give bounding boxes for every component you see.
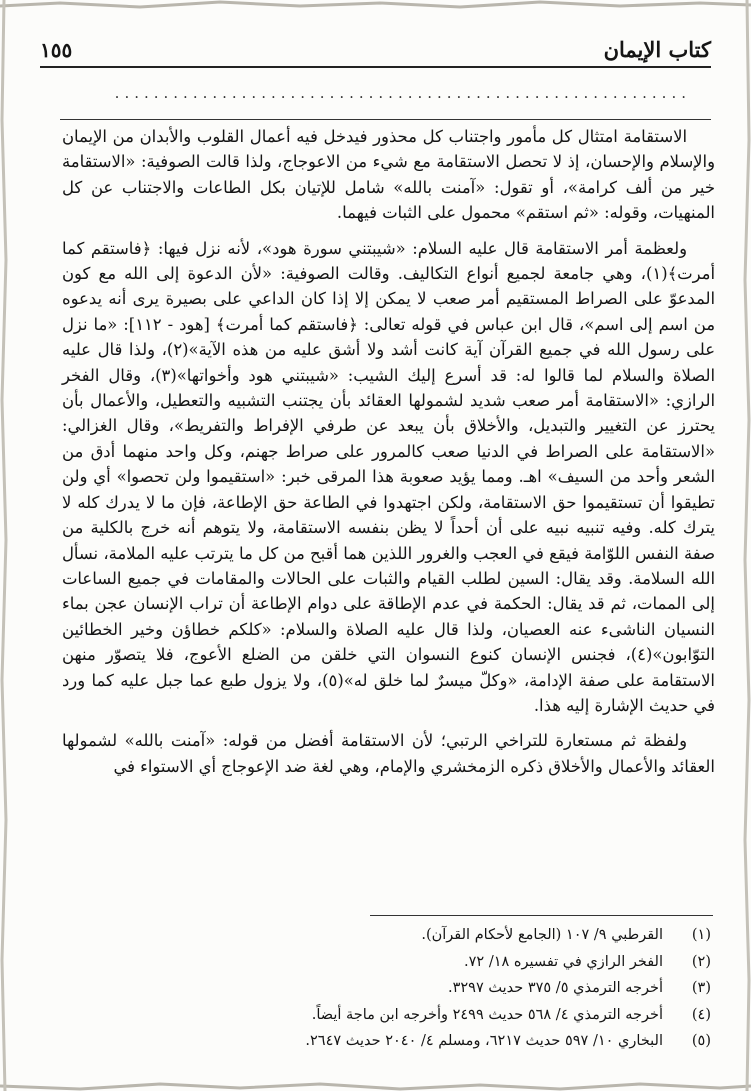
footnote-number: (٢): [691, 953, 711, 970]
footnote: [200, 1028, 711, 1055]
footnote-text: الفخر الرازي في تفسيره ١٨/ ٧٢.: [464, 953, 663, 970]
footnote: [200, 1002, 711, 1029]
paragraph: ولعظمة أمر الاستقامة قال عليه السلام: «شيبتني سورة هود»، لأنه نزل فيها: ﴿فاستقم كما أمرت﴾(١)، وهي جامعة لجميع أنواع التكاليف. وقالت الصوفية: «لأن الدعوة إلى الله مع كون المدعوّ على الصراط المستقيم أمر صعب لا يمكن إلا إذا كان الداعي على بصيرة يرى أنه يدعوه من اسم إلى اسم»، قال ابن عباس في قوله تعالى: ﴿فاستقم كما أمرت﴾ [هود - ١١٢]: «ما نزل على رسول الله في جميع القرآن آية كانت أشد ولا أشق عليه من هذه الآية»(٢)، ولذا قال عليه الصلاة والسلام لما قالوا له: قد أسرع إليك الشيب: «شيبتني هود وأخواتها»(٣)، وقال الفخر الرازي: «الاستقامة أمر صعب شديد لشمولها العقائد بأن يجتنب التشبيه والتعطيل، والأعمال بأن يحترز عن التغيير والتبديل، والأخلاق بأن يبعد عن طرفي الإفراط والتفريط»، وقال الغزالي: «الاستقامة على الصراط في الدنيا صعب كالمرور على صراط جهنم، وكل واحد منهما أدق من الشعر وأحد من السيف» اهـ. ومما يؤيد صعوبة هذا المرقى خبر: «استقيموا ولن تحصوا» أي ولن تطيقوا أن تستقيموا حق الاستقامة، ولكن اجتهدوا في الطاعة حق الإطاعة، فإن ما لا يدرك كله لا يترك كله. وفيه تنبيه نبيه على أن أحداً لا يظن بنفسه الاستقامة، ولا يتوهم أنه خرج بالكلية من صفة النفس اللوّامة فيقع في العجب والغرور اللذين هما أقبح من كل ما يترتب عليه الملامة، نسأل الله السلامة. وقد يقال: السين لطلب القيام والثبات على الحالات والمقامات في جميع الساعات إلى الممات، ثم قد يقال: الحكمة في عدم الإطاقة على دوام الإطاعة أن تراب الإنسان عجن بماء النسيان الناشىء عنه العصيان، ولذا قال عليه الصلاة والسلام: «كلكم خطاؤن وخير الخطائين التوّابون»(٤)، فجنس الإنسان كنوع النسوان التي خلقن من الضلع الأعوج، فلا يتصوّر منهن الاستقامة على صفة الإدامة، «وكلّ ميسرٌ لما خلق له»(٥)، ولا يزول طبع عما جبل عليه كما ورد في حديث الإشارة إليه هذا.: [62, 238, 716, 715]
footnote: [200, 922, 711, 949]
page-header: [40, 18, 711, 68]
footnote-text: القرطبي ٩/ ١٠٧ (الجامع لأحكام القرآن).: [421, 927, 663, 943]
paragraph: ولفظة ثم مستعارة للتراخي الرتبي؛ لأن الاستقامة أفضل من قوله: «آمنت بالله» لشمولها العقائد والأعمال والأخلاق ذكره الزمخشري والإمام، وهي لغة ضد الإعوجاج أي الاستواء في: [62, 731, 715, 776]
footnote-number: (١): [691, 927, 711, 943]
chapter-title: كتاب الإيمان: [603, 37, 711, 62]
footnote-number: (٥): [691, 1033, 711, 1050]
dotted-separator: ...........................................................: [114, 84, 691, 98]
text-top-rule: [60, 119, 711, 120]
footnote-number: (٣): [691, 980, 711, 997]
footnote-text: البخاري ١٠/ ٥٩٧ حديث ٦٢١٧، ومسلم ٤/ ٢٠٤٠ حديث ٢٦٤٧.: [305, 1033, 663, 1050]
footnote: [200, 949, 711, 976]
footnote-text: أخرجه الترمذي ٤/ ٥٦٨ حديث ٢٤٩٩ وأخرجه ابن ماجة أيضاً.: [311, 1006, 663, 1023]
footnote-text: أخرجه الترمذي ٥/ ٣٧٥ حديث ٣٢٩٧.: [447, 980, 663, 997]
footnote: [200, 975, 711, 1002]
paragraph: الاستقامة امتثال كل مأمور واجتناب كل محذور فيدخل فيه أعمال القلوب والأبدان من الإيمان والإسلام والإحسان، إذ لا تحصل الاستقامة مع شيء من الاعوجاج، ولذا قالت الصوفية: «الاستقامة خير من ألف كرامة»، أو تقول: «آمنت بالله» شامل للإتيان بكل الطاعات والاجتناب عن كل المنهيات، وقوله: «ثم استقم» محمول على الثبات فيهما.: [62, 127, 715, 223]
footnote-rule: [370, 915, 713, 916]
page-number: ١٥٥: [40, 38, 73, 62]
main-text: [62, 124, 715, 779]
footnotes: [200, 922, 711, 1055]
footnote-number: (٤): [691, 1006, 711, 1023]
